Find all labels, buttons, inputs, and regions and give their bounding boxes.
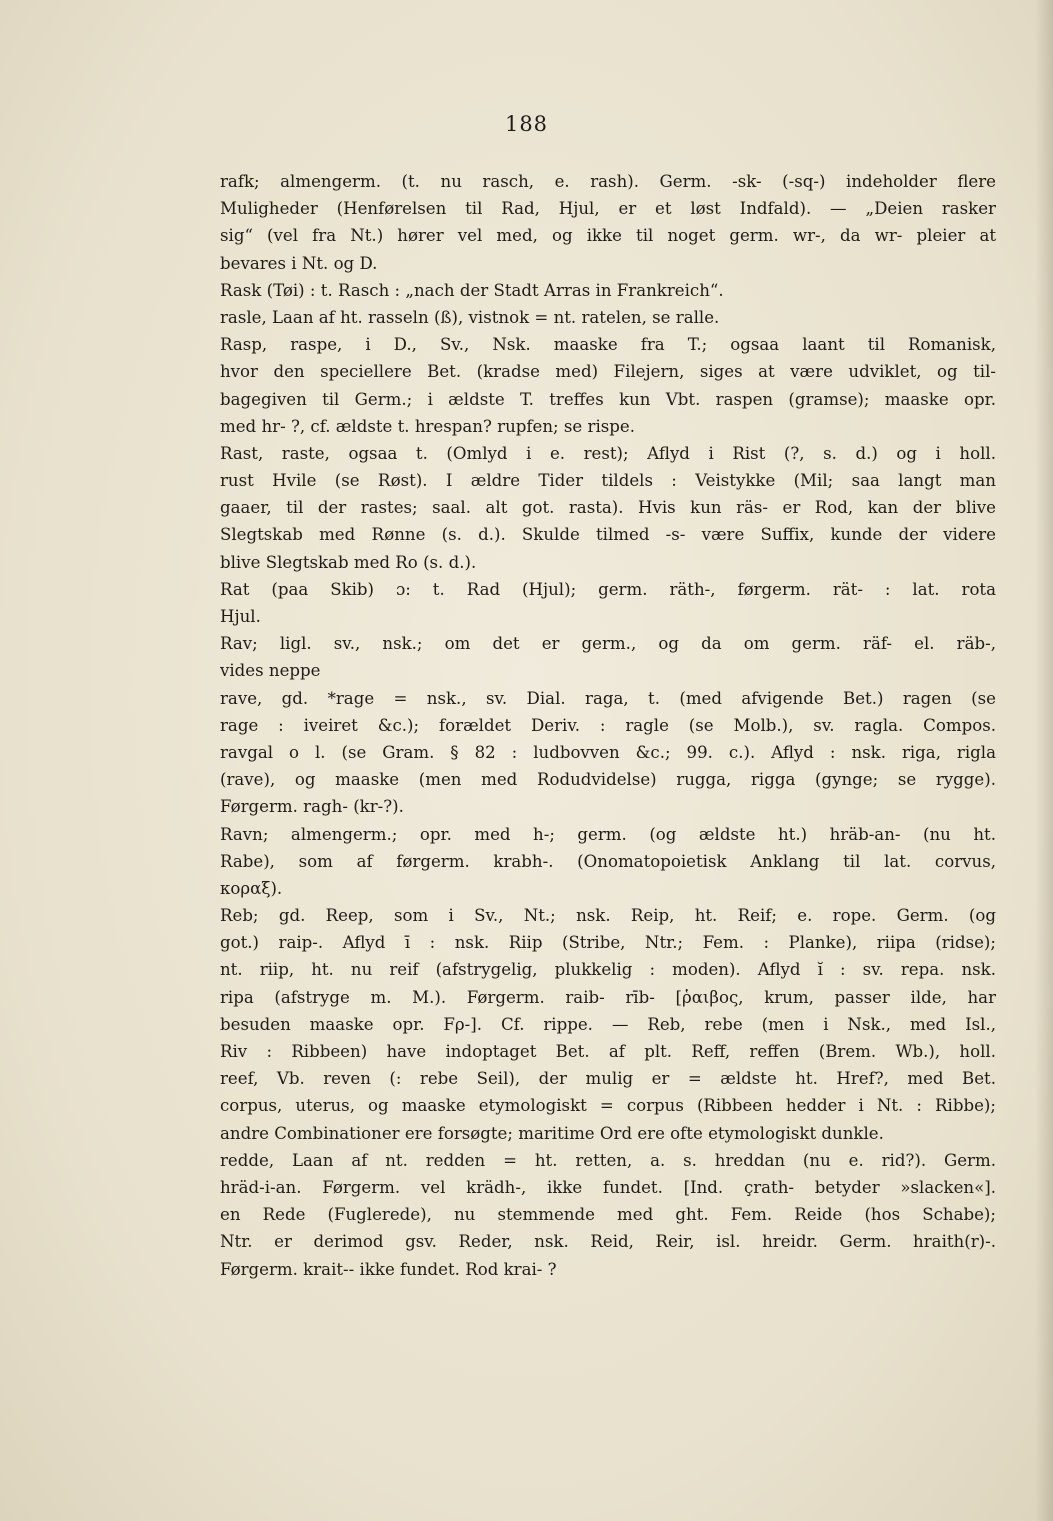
text-line: besuden maaske opr. Fρ-]. Cf. rippe. — Reb, rebe (men i Nsk., med Isl., bbox=[220, 1014, 996, 1034]
text-line: Rast, raste, ogsaa t. (Omlyd i e. rest); Aflyd i Rist (?, s. d.) og i holl. bbox=[220, 443, 996, 463]
text-line: Rask (Tøi) : t. Rasch : „nach der Stadt Arras in Frankreich“. bbox=[220, 280, 724, 300]
text-line: Reb; gd. Reep, som i Sv., Nt.; nsk. Reip, ht. Reif; e. rope. Germ. (og bbox=[220, 906, 996, 926]
text-line: Muligheder (Henførelsen til Rad, Hjul, er et løst Indfald). — „Deien rasker bbox=[220, 199, 996, 219]
page-number: 188 bbox=[504, 112, 549, 136]
text-line: bagegiven til Germ.; i ældste T. treffes kun Vbt. raspen (gramse); maaske opr. bbox=[220, 389, 996, 409]
text-line: Rasp, raspe, i D., Sv., Nsk. maaske fra T.; ogsaa laant til Romanisk, bbox=[220, 335, 996, 355]
text-line: gaaer, til der rastes; saal. alt got. rasta). Hvis kun räs- er Rod, kan der blive bbox=[220, 498, 996, 518]
text-line: (rave), og maaske (men med Rodudvidelse) rugga, rigga (gynge; se rygge). bbox=[220, 770, 996, 790]
text-line: rage : iveiret &c.); forældet Deriv. : ragle (se Molb.), sv. ragla. Compos. bbox=[220, 715, 996, 735]
text-line: hvor den speciellere Bet. (kradse med) Filejern, siges at være udviklet, og til- bbox=[220, 362, 996, 382]
text-line: rafk; almengerm. (t. nu rasch, e. rash). Germ. -sk- (-sq-) indeholder flere bbox=[220, 172, 996, 191]
text-line: blive Slegtskab med Ro (s. d.). bbox=[220, 552, 477, 572]
text-line: rust Hvile (se Røst). I ældre Tider tildels : Veistykke (Mil; saa langt man bbox=[220, 471, 996, 491]
text-line: Hjul. bbox=[220, 607, 261, 626]
text-line: corpus, uterus, og maaske etymologiskt = corpus (Ribbeen hedder i Nt. : Ribbe); bbox=[220, 1096, 996, 1116]
text-line: med hr- ?, cf. ældste t. hrespan? rupfen; se rispe. bbox=[220, 416, 635, 436]
text-line: rave, gd. *rage = nsk., sv. Dial. raga, t. (med afvigende Bet.) ragen (se bbox=[220, 688, 996, 708]
text-line: hräd-i-an. Førgerm. vel krädh-, ikke fundet. [Ind. çrath- betyder »slacken«]. bbox=[220, 1177, 996, 1197]
text-line: Rat (paa Skib) ɔ: t. Rad (Hjul); germ. räth-, førgerm. rät- : lat. rota bbox=[220, 579, 996, 599]
text-column bbox=[220, 168, 996, 1283]
text-line: vides neppe bbox=[220, 661, 321, 681]
text-line: Førgerm. krait-- ikke fundet. Rod krai- ? bbox=[220, 1259, 557, 1279]
text-line: redde, Laan af nt. redden = ht. retten, a. s. hreddan (nu e. rid?). Germ. bbox=[220, 1150, 996, 1170]
text-line: Førgerm. ragh- (kr-?). bbox=[220, 797, 404, 817]
text-line: reef, Vb. reven (: rebe Seil), der mulig er = ældste ht. Href?, med Bet. bbox=[220, 1069, 996, 1089]
text-line: Ravn; almengerm.; opr. med h-; germ. (og ældste ht.) hräb-an- (nu ht. bbox=[220, 824, 996, 844]
text-line: Rav; ligl. sv., nsk.; om det er germ., og da om germ. räf- el. räb-, bbox=[220, 634, 996, 654]
text-line: sig“ (vel fra Nt.) hører vel med, og ikke til noget germ. wr-, da wr- pleier at bbox=[220, 226, 996, 246]
text-line: Ntr. er derimod gsv. Reder, nsk. Reid, Reir, isl. hreidr. Germ. hraith(r)-. bbox=[220, 1232, 996, 1252]
text-line: Rabe), som af førgerm. krabh-. (Onomatopoietisk Anklang til lat. corvus, bbox=[220, 851, 996, 871]
text-line: Slegtskab med Rønne (s. d.). Skulde tilmed -s- være Suffix, kunde der videre bbox=[220, 525, 996, 545]
text-line: andre Combinationer ere forsøgte; maritime Ord ere ofte etymologiskt dunkle. bbox=[220, 1123, 884, 1143]
text-line: ravgal o l. (se Gram. § 82 : ludbovven &c.; 99. c.). Aflyd : nsk. riga, rigla bbox=[220, 742, 996, 762]
text-line: Riv : Ribbeen) have indoptaget Bet. af plt. Reff, reffen (Brem. Wb.), holl. bbox=[220, 1042, 996, 1061]
text-line: en Rede (Fuglerede), nu stemmende med ght. Fem. Reide (hos Schabe); bbox=[220, 1205, 996, 1225]
text-line: bevares i Nt. og D. bbox=[220, 253, 378, 273]
text-line: nt. riip, ht. nu reif (afstrygelig, plukkelig : moden). Aflyd ĭ : sv. repa. nsk. bbox=[220, 960, 996, 980]
page-edge-shadow bbox=[1035, 0, 1053, 1521]
text-line: got.) raip-. Aflyd ī : nsk. Riip (Stribe, Ntr.; Fem. : Planke), riipa (ridse); bbox=[220, 933, 996, 953]
text-line: κοραξ). bbox=[220, 878, 283, 898]
text-line: rasle, Laan af ht. rasseln (ß), vistnok = nt. ratelen, se ralle. bbox=[220, 307, 720, 327]
text-line: ripa (afstryge m. M.). Førgerm. raib- rīb- [ῥαιβος, krum, passer ilde, har bbox=[220, 987, 996, 1007]
